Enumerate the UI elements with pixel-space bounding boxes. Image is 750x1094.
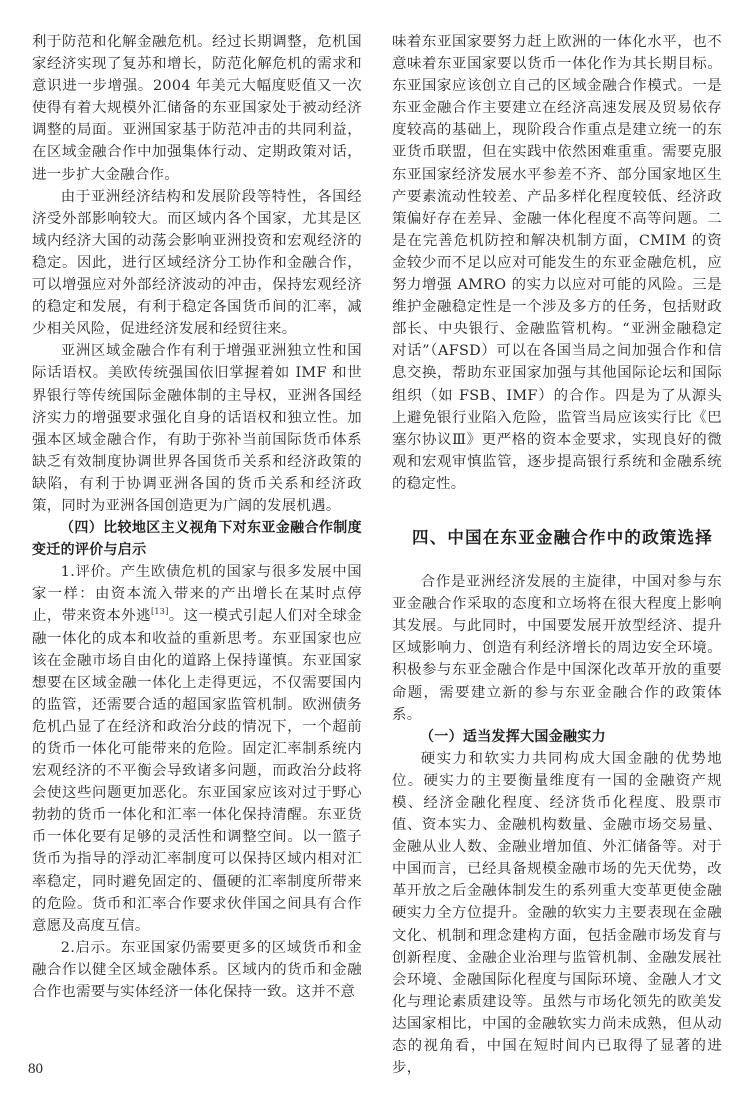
- paragraph: [32, 561, 362, 937]
- right-column: [392, 31, 722, 1079]
- paragraph: 2.启示。东亚国家仍需要更多的区域货币和金融合作以健全区域金融体系。区域内的货币和金融合作也需要与实体经济一体化保持一致。这并不意: [32, 939, 362, 1001]
- section-heading: 四、中国在东亚金融合作中的政策选择: [412, 527, 713, 547]
- page-number: 80: [28, 1061, 43, 1077]
- subsection-heading: （一）适当发挥大国金融实力: [420, 728, 606, 745]
- paragraph: 硬实力和软实力共同构成大国金融的优势地位。硬实力的主要衡量维度有一国的金融资产规模、经济金融化程度、经济货币化程度、股票市值、资本实力、金融机构数量、金融市场交易量、金融从业人数、金融业增加值、外汇储备等。对于中国而言，已经具备规模金融市场的先天优势，改革开放之后金融体制发生的系列重大变革更使金融硬实力全方位提升。金融的软实力主要表现在金融文化、机制和理念建构方面，包括金融市场发育与创新程度、金融企业治理与监管机制、金融发展社会环境、金融国际化程度与国际环境、金融人才文化与理论素质建设等。虽然与市场化领先的欧美发达国家相比，中国的金融软实力尚未成熟，但从动态的视角看，中国在短时间内已取得了显著的进步，: [392, 750, 722, 1077]
- subsection-heading: （四）比较地区主义视角下对东亚金融合作制度变迁的评价与启示: [32, 520, 362, 559]
- paragraph: 亚洲区域金融合作有利于增强亚洲独立性和国际话语权。美欧传统强国依旧掌握着如 IMF 和世界银行等传统国际金融体制的主导权，亚洲各国经济实力的增强要求强化自身的话语权和独立性。加强本区域金融合作，有助于弥补当前国际货币体系缺乏有效制度协调世界各国货币关系和经济政策的缺陷，有利于协调亚洲各国的货币关系和经济政策，同时为亚洲各国创造更为广阔的发展机遇。: [32, 343, 362, 514]
- paragraph: 由于亚洲经济结构和发展阶段等特性，各国经济受外部影响较大。而区域内各个国家，尤其是区域内经济大国的动荡会影响亚洲投资和宏观经济的稳定。因此，进行区域经济分工协作和金融合作，可以增强应对外部经济波动的冲击，保持宏观经济的稳定和发展，有利于稳定各国货币间的汇率，减少相关风险，促进经济发展和经贸往来。: [32, 188, 362, 338]
- paragraph: 味着东亚国家要努力赶上欧洲的一体化水平，也不意味着东亚国家要以货币一体化作为其长期目标。东亚国家应该创立自己的区域金融合作模式。一是东亚金融合作主要建立在经济高速发展及贸易依存度较高的基础上，现阶段合作重点是建立统一的东亚货币联盟，但在实践中依然困难重重。需要克服东亚国家经济发展水平参差不齐、部分国家地区生产要素流动性较差、产品多样化程度较低、经济政策偏好存在差异、金融一体化程度不高等问题。二是在完善危机防控和解决机制方面，CMIM 的资金较少而不足以应对可能发生的东亚金融危机，应努力增强 AMRO 的实力以应对可能的风险。三是维护金融稳定性是一个涉及多方的任务，包括财政部长、中央银行、金融监管机构。“亚洲金融稳定对话”（AFSD）可以在各国当局之间加强合作和信息交换，帮助东亚国家加强与其他国际论坛和国际组织（如 FSB、IMF）的合作。四是为了从源头上避免银行业陷入危险，监管当局应该实行比《巴塞尔协议Ⅲ》更严格的资本金要求，实现良好的微观和宏观审慎监管，逐步提高银行系统和金融系统的稳定性。: [392, 34, 722, 492]
- paragraph-text: 。这一模式引起人们对全球金融一体化的成本和收益的重新思考。东亚国家也应该在金融市场自由化的道路上保持谨慎。东亚国家想要在区域金融一体化上走得更远，不仅需要国内的监管，还需要合适的超国家监管机制。欧洲债务危机凸显了在经济和政治分歧的情况下，一个超前的货币一体化可能带来的危险。固定汇率制系统内宏观经济的不平衡会导致诸多问题，而政治分歧将会使这些问题更加恶化。东亚国家应该对过于野心勃勃的货币一体化和汇率一体化保持清醒。东亚货币一体化要有足够的灵活性和调整空间。以一篮子货币为指导的浮动汇率制度可以保持区域内相对汇率稳定，同时避免固定的、僵硬的汇率制度所带来的危险。货币和汇率合作要求伙伴国之间具有合作意愿及高度互信。: [32, 608, 362, 934]
- paragraph-text: 1.评价。产生欧债危机的国家与很多发展中国家一样：由资本流入带来的产出增长在某时点停止，带来资本外逃: [32, 564, 362, 625]
- citation-reference[interactable]: [13]: [151, 607, 169, 617]
- left-column: [32, 31, 362, 1003]
- paragraph: 利于防范和化解金融危机。经过长期调整，危机国家经济实现了复苏和增长，防范化解危机的需求和意识进一步增强。2004 年美元大幅度贬值又一次使得有着大规模外汇储备的东亚国家处于被动经济调整的局面。亚洲国家基于防范冲击的共同利益，在区域金融合作中加强集体行动、定期政策对话，进一步扩大金融合作。: [32, 34, 362, 183]
- paragraph: 合作是亚洲经济发展的主旋律，中国对参与东亚金融合作采取的态度和立场将在很大程度上影响其发展。与此同时，中国要发展开放型经济、提升区域影响力、创造有利经济增长的周边安全环境。积极参与东亚金融合作是中国深化改革开放的重要命题，需要建立新的参与东亚金融合作的政策体系。: [392, 574, 722, 723]
